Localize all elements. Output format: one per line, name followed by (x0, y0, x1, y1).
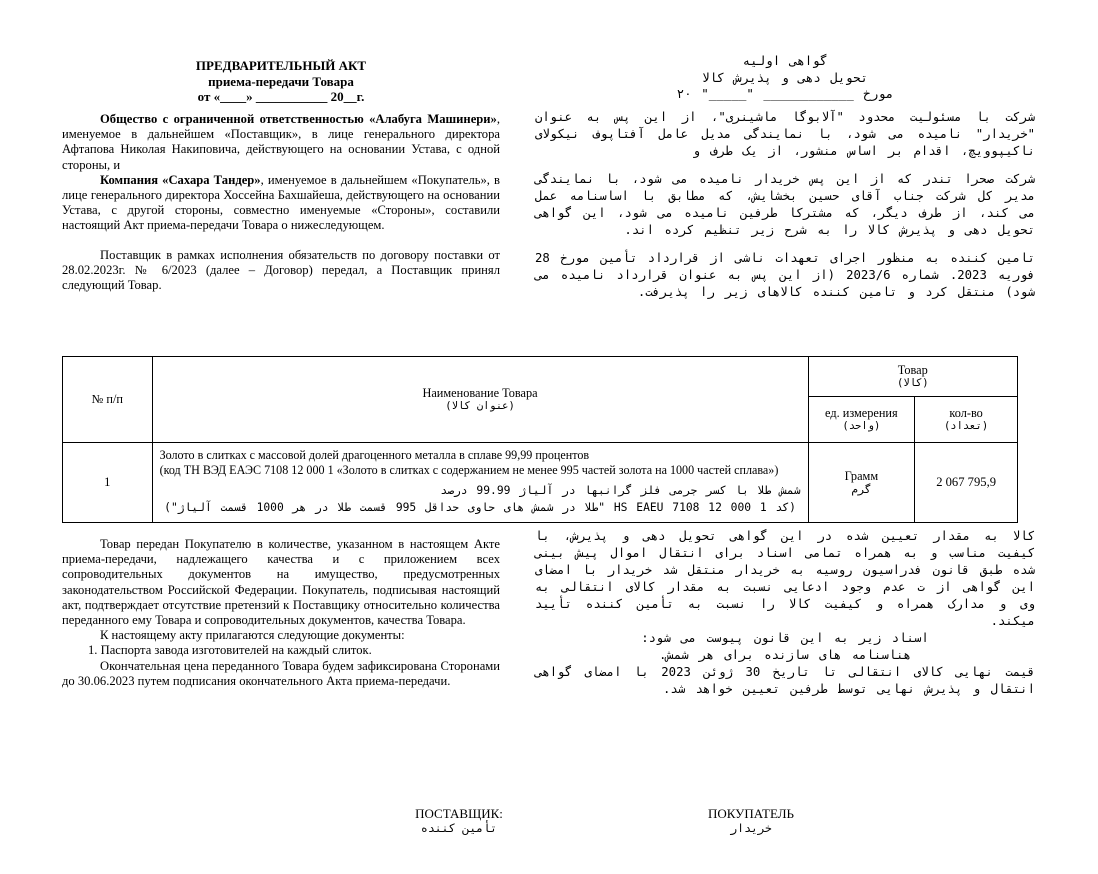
signature-supplier-fa: تأمین کننده (420, 821, 498, 835)
intro-ru-text-3: Поставщик в рамках исполнения обязательств по договору поставки от 28.02.2023г. № 6/2023 (далее – Договор) передал, а Поставщик принял следующий Товар. (62, 247, 500, 293)
table-row (63, 443, 1018, 523)
intro-fa-paragraph-3: تامین کننده به منظور اجرای تعهدات ناشی از قرارداد تأمین مورخ 28 فوریه 2023. شماره 2023/6 (از این پس به عنوان قرارداد نامیده می شود) منتقل کرد و تامین کننده کالاهای زیر را پذیرفت. (535, 251, 1036, 299)
title-fa-line1: گواهی اولیه (742, 53, 828, 68)
unit-ru: Грамм (844, 469, 879, 483)
signature-supplier (349, 806, 569, 836)
closing-ru (62, 537, 500, 689)
intro-ru-paragraph-1 (62, 112, 500, 173)
goods-name-fa-line1: شمش طلا با کسر جرمی فلز گرانبها در آلیاژ 99.99 درصد (440, 483, 801, 497)
signature-buyer (641, 806, 861, 836)
goods-name-fa-line2: (کد HS EAEU 7108 12 000 1 "طلا در شمش های حاوی حداقل 995 قسمت طلا در هر 1000 قسمت آلیاژ") (164, 500, 796, 514)
column-header-name-ru: Наименование Товара (422, 385, 538, 400)
closing-ru-paragraph-1: Товар передан Покупателю в количестве, указанном в настоящем Акте приема-передачи, надлежащего качества и с приложением всех сопроводительных документов на имущество, предусмотренных законодательством Российской Федерации. Покупатель, подписывая настоящий акт, подтверждает отсутствие претензий к Поставщику относительно количества переданного ему Товара и сопроводительных документов, качества Товара. (62, 537, 500, 628)
goods-table (62, 356, 1018, 523)
column-header-number (63, 357, 153, 443)
intro-ru (62, 112, 500, 293)
title-fa-date-line: مورخ ____________ "_____" ۲۰ (676, 86, 894, 101)
intro-ru-paragraph-2 (62, 173, 500, 234)
column-header-goods-ru: Товар (897, 362, 928, 377)
column-header-goods-fa: (کالا) (896, 377, 929, 390)
unit-fa: گرم (851, 483, 872, 496)
column-header-name (152, 357, 808, 443)
closing-ru-paragraph-2: К настоящему акту прилагаются следующие документы: (100, 628, 405, 643)
goods-name-ru-line1: Золото в слитках с массовой долей драгоценного металла в сплаве 99,99 процентов (159, 448, 590, 463)
row-number-cell: 1 (63, 443, 153, 523)
closing-fa-paragraph-1: کالا به مقدار تعیین شده در این گواهی تحویل دهی و پذیرش، با کیفیت مناسب و به همراه تمامی اسناد برای انتقال اموال پیش بینی شده طبق قانون فدراسیون روسیه به خریدار منتقل شد خریدار با امضای این گواهی از ت عدم وجود ادعایی نسبت به مقدار کالای انتقالی به وی و مدارک همراه و کیفیت کالا را نسبت به تأمین کننده تأیید میکند. (535, 529, 1035, 628)
column-header-number-label: № п/п (91, 392, 123, 407)
signature-buyer-fa: خریدار (730, 821, 772, 835)
buyer-name-ru: Компания «Сахара Тандер» (100, 172, 261, 187)
column-header-qty (915, 397, 1018, 443)
title-ru-date-line: от «____» ___________ 20__г. (197, 89, 365, 104)
closing-ru-list-item-1: 1. Паспорта завода изготовителей на каждый слиток. (88, 643, 372, 658)
title-fa (535, 53, 1035, 103)
row-unit-cell (808, 443, 915, 523)
closing-fa-paragraph-3: هناسنامه های سازنده برای هر شمش. (659, 648, 911, 662)
column-header-unit (808, 397, 915, 443)
intro-fa-paragraph-1: شرکت با مسئولیت محدود "آلابوگا ماشینری"، از این پس به عنوان "خریدار" نامیده می شود، با نمایندگی مدیل عامل آفتاپوف نیکولای ناکیپوویچ، اقدام بر اساس منشور، از یک طرف و (535, 110, 1035, 158)
supplier-name-ru: Общество с ограниченной ответственностью «Алабуга Машинери» (100, 112, 497, 126)
column-header-goods (808, 357, 1018, 397)
closing-fa-paragraph-2: اسناد زیر به این قانون پیوست می شود: (641, 631, 929, 645)
signature-supplier-ru: ПОСТАВЩИК: (415, 806, 503, 821)
intro-ru-text-1: , именуемое в дальнейшем «Поставщик», в лице генерального директора Афтапова Николая Накиповича, действующего на основании Устава, с одной стороны, и (62, 112, 500, 172)
signature-buyer-ru: ПОКУПАТЕЛЬ (707, 806, 795, 821)
column-header-unit-ru: ед. измерения (825, 405, 898, 420)
intro-ru-text-2: , именуемое в дальнейшем «Покупатель», в лице генерального директора Хоссейна Бахшайеша, действующего на основании Устава, с другой стороны, совместно именуемые «Стороны», составили настоящий Акт приема-передачи Товара о нижеследующем. (62, 172, 500, 233)
title-ru-line1: ПРЕДВАРИТЕЛЬНЫЙ АКТ (195, 58, 367, 73)
title-ru-line2: приема-передачи Товара (208, 73, 354, 89)
title-ru (62, 58, 500, 105)
closing-ru-paragraph-3: Окончательная цена переданного Товара будем зафиксирована Сторонами до 30.06.2023 путем подписания окончательного Акта приема-передачи. (62, 658, 500, 688)
row-name-cell (152, 443, 808, 523)
intro-fa (535, 109, 1035, 301)
intro-ru-paragraph-3 (62, 248, 500, 294)
column-header-qty-fa: (تعداد) (943, 420, 989, 433)
column-header-qty-ru: кол-во (949, 405, 983, 420)
closing-fa (535, 528, 1035, 698)
goods-name-ru-line2: (код ТН ВЭД ЕАЭС 7108 12 000 1 «Золото в слитках с содержанием не менее 995 частей золота на 1000 частей сплава») (159, 463, 779, 477)
intro-fa-paragraph-2: شرکت صحرا تندر که از این پس خریدار نامیده می شود، با نمایندگی مدیر کل شرکت جناب آقای حسین بخشایش، که مطابق با اساسنامه عمل می کند، از طرف دیگر، که مشترکا طرفین نامیده می شود، این گواهی تحویل دهی و پذیرش کالا را به شرح زیر تنظیم کرده اند. (535, 172, 1035, 237)
closing-fa-paragraph-4: قیمت نهایی کالای انتقالی تا تاریخ 30 ژوئن 2023 با امضای گواهی انتقال و پذیرش نهایی توسط طرفین تعیین خواهد شد. (535, 665, 1035, 696)
title-fa-line2: تحویل دهی و پذیرش کالا (701, 69, 869, 85)
column-header-name-fa: (عنوان کالا) (445, 400, 515, 413)
row-qty-cell: 2 067 795,9 (915, 443, 1018, 523)
column-header-unit-fa: (واحد) (842, 420, 881, 433)
